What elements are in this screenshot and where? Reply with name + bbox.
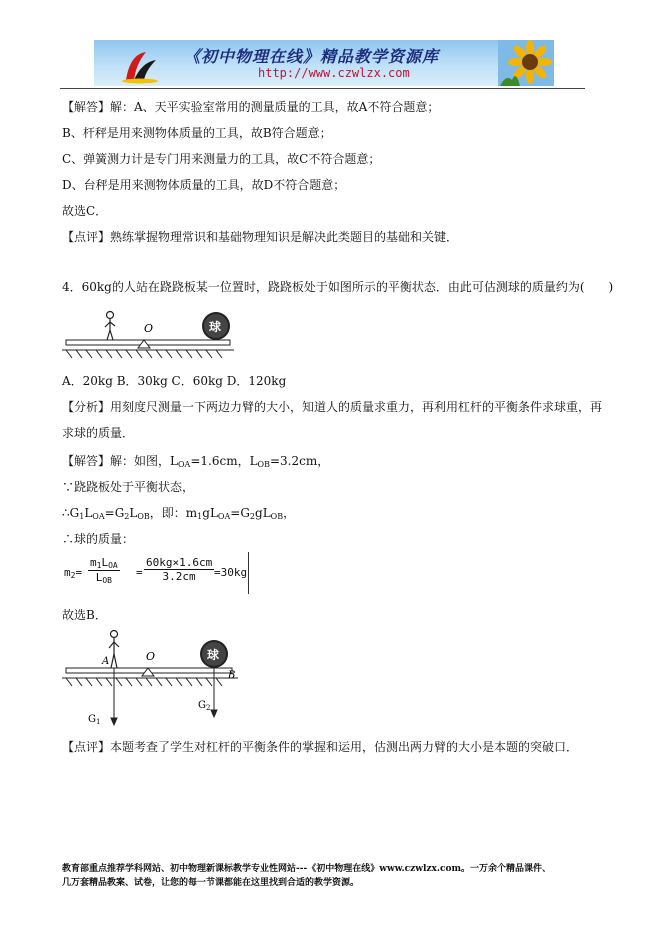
- question-choice: 故选B．: [62, 608, 107, 622]
- answer-line-2: B、杆秤是用来测物体质量的工具，故B符合题意；: [62, 126, 332, 140]
- answer-comment: 【点评】熟练掌握物理常识和基础物理知识是解决此类题目的基础和关键．: [62, 230, 459, 244]
- footer-line-2: 几万套精品教案、试卷，让您的每一节课都能在这里找到合适的教学资源。: [62, 878, 360, 888]
- formula-fraction-symbolic: $m_1L_{OA}$ $L_{OB}$: [90, 556, 118, 585]
- force-g2-arrow: [211, 668, 217, 717]
- point-a-label: A: [102, 656, 110, 667]
- ground-hatch: [66, 350, 222, 358]
- analysis-line-2: 求球的质量．: [62, 426, 135, 440]
- site-logo-icon: [120, 46, 160, 84]
- solution-line: 【解答】解：如图，$L_{OA}=1.6cm$，$L_{OB}=3.2cm$，: [62, 454, 330, 469]
- footer-line-1: 教育部重点推荐学科网站、初中物理新课标教学专业性网站---《初中物理在线》www.czwlzx.com。一万余个精品课件、: [62, 864, 552, 874]
- answer-choice: 故选C．: [62, 204, 108, 218]
- ball-figure-2: [200, 640, 228, 668]
- header-url[interactable]: http://www.czwlzx.com: [258, 66, 410, 80]
- answer-line-3: C、弹簧测力计是专门用来测量力的工具，故C不符合题意；: [62, 152, 381, 166]
- seesaw-figure: [62, 306, 234, 362]
- ball-figure: [202, 312, 230, 340]
- force-g1-arrow: [111, 668, 117, 725]
- question-comment: 【点评】本题考查了学生对杠杆的平衡条件的掌握和运用，估测出两力臂的大小是本题的突破口．: [62, 740, 579, 754]
- analysis-line-1: 【分析】用刻度尺测量一下两边力臂的大小，知道人的质量求重力，再利用杠杆的平衡条件求球重，再: [62, 400, 603, 414]
- sunflower-icon: [498, 40, 554, 86]
- pivot-label-2: O: [146, 650, 156, 663]
- person-figure: [105, 312, 115, 341]
- ball-label: 球: [209, 320, 222, 334]
- ground-hatch-2: [66, 678, 222, 686]
- answer-line-1: 【解答】解：A、天平实验室常用的测量质量的工具，故A不符合题意；: [62, 100, 440, 114]
- header-banner: [94, 40, 554, 86]
- because-line: ∵跷跷板处于平衡状态，: [62, 480, 195, 494]
- force-g2-label: $G_2$: [198, 700, 211, 712]
- question-stem: 4．60kg的人站在跷跷板某一位置时，跷跷板处于如图所示的平衡状态．由此可估测球的质量约为( ): [62, 280, 614, 294]
- force-g1-label: $G_1$: [88, 714, 101, 726]
- balance-equation: $\therefore G_1L_{OA}=G_2L_{OB}$，即：$m_1gL_{OA}=G_2gL_{OB}$，: [62, 506, 296, 521]
- person-figure-2: [109, 631, 119, 669]
- mass-formula: $m_2=$ $m_1L_{OA}$ $L_{OB}$ = $\frac{60kg\times 1.6cm}{3.2cm}$ =30kg: [62, 552, 249, 594]
- seesaw-force-diagram: [62, 624, 242, 730]
- point-b-label: B: [228, 670, 236, 681]
- question-options: A．20kg B．30kg C．60kg D．120kg: [62, 374, 287, 388]
- answer-line-4: D、台秤是用来测物体质量的工具，故D不符合题意；: [62, 178, 346, 192]
- ball-label-2: 球: [207, 648, 220, 662]
- therefore-mass-line: ∴球的质量：: [62, 532, 135, 546]
- header-title: 《初中物理在线》精品教学资源库: [184, 47, 440, 66]
- formula-fraction-numeric: $\frac{60kg\times 1.6cm}{3.2cm}$: [146, 556, 213, 583]
- header-divider: [60, 88, 585, 89]
- page-footer: [62, 862, 602, 890]
- pivot-label: O: [144, 322, 154, 335]
